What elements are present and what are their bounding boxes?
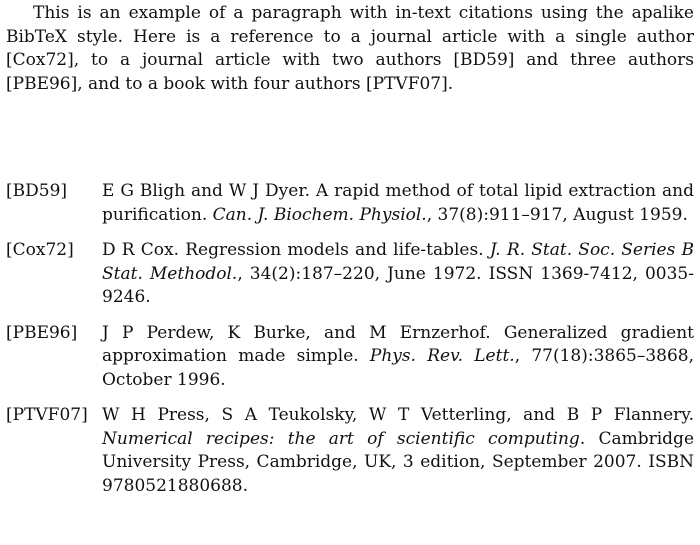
bib-details: . Cambridge University Press, Cambridge, UK, 3 edition, September 2007. ISBN 9780521880688. <box>102 428 695 496</box>
bib-entry-bd59 <box>6 180 694 227</box>
bibliography <box>6 180 694 510</box>
document-page <box>6 0 694 545</box>
bib-venue: Phys. Rev. Lett. <box>369 346 515 366</box>
bib-text <box>102 322 694 393</box>
bib-authors: E G Bligh and W J Dyer. <box>102 181 310 201</box>
bib-title: A rapid method of total lipid extraction and purification. <box>102 181 695 225</box>
bib-authors: W H Press, S A Teukolsky, W T Vetterling, and B P Flannery. <box>102 405 694 425</box>
bib-title: Generalized gradient approximation made simple. <box>102 322 694 366</box>
bib-text <box>102 404 694 498</box>
bib-authors: D R Cox. <box>102 240 180 260</box>
bib-details: , 77(18):3865–3868, October 1996. <box>102 346 694 390</box>
intro-paragraph: This is an example of a paragraph with in-text citations using the apalike BibTeX style. Here is a reference to a journal article with a single author [Cox72], to a journal article with two authors [BD59] and three authors [PBE96], and to a book with four authors [PTVF07]. <box>6 3 694 94</box>
bib-venue: J. R. Stat. Soc. Series B Stat. Methodol. <box>102 240 695 284</box>
bib-text <box>102 239 694 310</box>
bib-entry-cox72 <box>6 239 694 310</box>
bib-title: Numerical recipes: the art of scientific computing <box>102 428 580 449</box>
bib-label: [PTVF07] <box>6 405 88 425</box>
bib-details: , 34(2):187–220, June 1972. ISSN 1369-7412, 0035-9246. <box>102 263 694 307</box>
bib-entry-pbe96 <box>6 322 694 393</box>
bib-label: [Cox72] <box>6 240 74 260</box>
bib-text <box>102 180 694 227</box>
bib-venue: Can. J. Biochem. Physiol. <box>212 204 427 225</box>
bib-label: [BD59] <box>6 181 68 201</box>
bib-label: [PBE96] <box>6 322 78 343</box>
bib-authors: J P Perdew, K Burke, and M Ernzerhof. <box>102 322 491 343</box>
bib-details: , 37(8):911–917, August 1959. <box>426 204 688 225</box>
bib-title: Regression models and life-tables. <box>185 240 484 260</box>
bib-entry-ptvf07 <box>6 404 694 498</box>
